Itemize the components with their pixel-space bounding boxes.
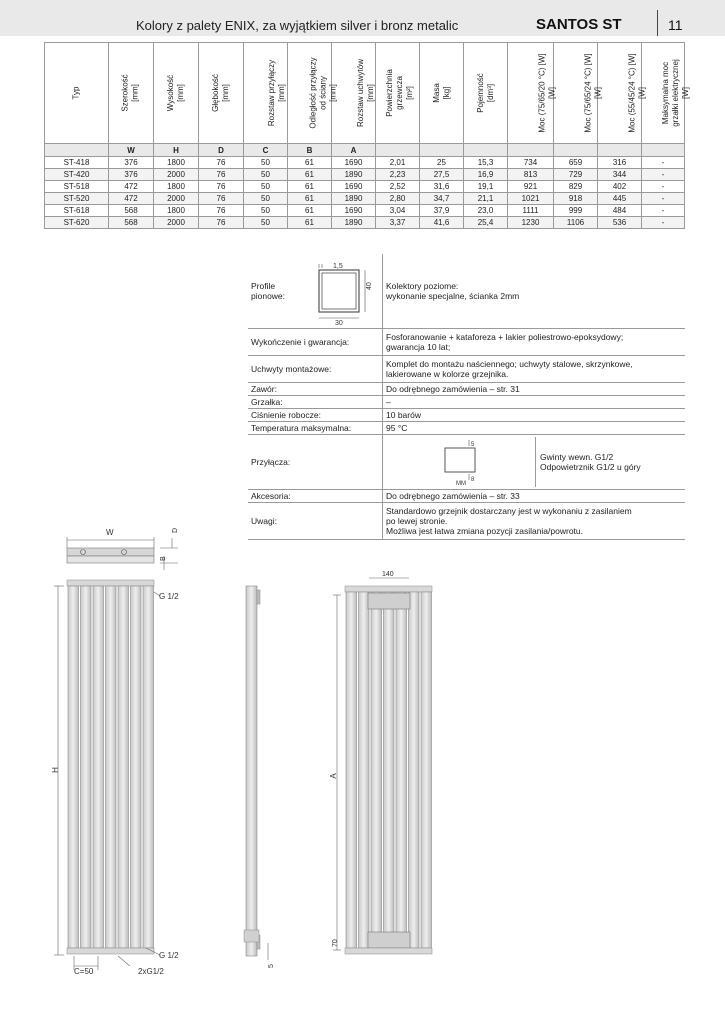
page-title: SANTOS ST: [536, 16, 622, 33]
back-tube: [346, 592, 357, 948]
back-view-drawing: [329, 571, 432, 954]
table-cell: 376: [109, 169, 154, 181]
profile-value: Kolektory poziome: wykonanie specjalne, ścianka 2mm: [386, 281, 520, 301]
spec-col-label: Rozstaw uchwytów [mm]: [356, 58, 376, 128]
spec-col-label: Odległość przyłączy od ściany [mm]: [308, 57, 338, 129]
table-cell: ST-518: [45, 181, 109, 193]
table-cell: 1890: [332, 169, 376, 181]
table-cell: 813: [508, 169, 554, 181]
table-cell: 1800: [154, 181, 199, 193]
dim-c-label: C=50: [74, 967, 94, 976]
table-cell: 25,4: [464, 217, 508, 229]
top-view-drawing: [67, 528, 179, 570]
back-tube: [409, 592, 420, 948]
table-cell: 659: [554, 157, 598, 169]
finish-label: Wykończenie i gwarancja:: [248, 329, 383, 356]
table-cell: -: [642, 169, 685, 181]
table-cell: 50: [244, 193, 288, 205]
front-tube: [81, 586, 92, 948]
spec-col-label: Wysokość [mm]: [165, 74, 185, 112]
table-cell: -: [642, 217, 685, 229]
front-tube: [106, 586, 117, 948]
profile-width-dim: 30: [335, 320, 343, 327]
table-cell: 734: [508, 157, 554, 169]
dim-70-label: 70: [332, 939, 339, 947]
table-cell: ST-618: [45, 205, 109, 217]
pressure-value: 10 barów: [383, 409, 686, 422]
dim-a-label: A: [329, 773, 338, 779]
g-bottom-label: G 1/2: [159, 951, 179, 960]
table-cell: 316: [598, 157, 642, 169]
table-cell: 16,9: [464, 169, 508, 181]
page-subtitle: Kolory z palety ENIX, za wyjątkiem silver i bronz metalic: [136, 18, 459, 33]
spec-col-label: Masa [kg]: [431, 83, 451, 103]
spec-col-label: Powierzchnia grzewcza [m²]: [384, 69, 414, 117]
table-cell: 568: [109, 205, 154, 217]
table-cell: 472: [109, 193, 154, 205]
table-cell: 1690: [332, 205, 376, 217]
front-view-drawing: [51, 580, 179, 976]
table-cell: 2,52: [376, 181, 420, 193]
table-cell: 3,04: [376, 205, 420, 217]
table-cell: 1230: [508, 217, 554, 229]
front-tube: [118, 586, 129, 948]
table-cell: 76: [199, 217, 244, 229]
profile-wall-dim: 1,5: [333, 263, 343, 270]
conn-bottom-dim: MM: [456, 481, 466, 487]
temperature-label: Temperatura maksymalna:: [248, 422, 383, 435]
dim-w-label: W: [106, 528, 114, 537]
table-cell: 31,6: [420, 181, 464, 193]
spec-col-code-4: C: [244, 144, 288, 157]
table-cell: ST-418: [45, 157, 109, 169]
table-cell: 1800: [154, 157, 199, 169]
conn-top-dim: 5: [471, 442, 475, 448]
table-cell: 61: [288, 217, 332, 229]
pressure-label: Ciśnienie robocze:: [248, 409, 383, 422]
back-tube: [384, 592, 395, 948]
heater-label: Grzałka:: [248, 396, 383, 409]
dim-side-5-label: 5: [268, 964, 275, 968]
profile-label: Profile pionowe:: [248, 254, 383, 329]
front-tube: [68, 586, 79, 948]
table-cell: 1106: [554, 217, 598, 229]
table-cell: 1800: [154, 205, 199, 217]
side-view-drawing: [244, 586, 275, 968]
table-cell: 50: [244, 205, 288, 217]
front-tube: [131, 586, 142, 948]
back-tube: [371, 592, 382, 948]
notes-value: Standardowo grzejnik dostarczany jest w wykonaniu z zasilaniem po lewej stronie. Możliwa jest łatwa zmiana pozycji zasilania/powrotu.: [383, 503, 686, 540]
table-cell: 1890: [332, 217, 376, 229]
table-cell: 2000: [154, 193, 199, 205]
spec-col-code-2: H: [154, 144, 199, 157]
g-top-label: G 1/2: [159, 592, 179, 601]
table-cell: 15,3: [464, 157, 508, 169]
table-cell: 61: [288, 205, 332, 217]
accessories-value: Do odrębnego zamówienia – str. 33: [383, 490, 686, 503]
finish-value: Fosforanowanie + kataforeza + lakier poliestrowo-epoksydowy; gwarancja 10 lat;: [383, 329, 686, 356]
table-cell: 2,01: [376, 157, 420, 169]
table-cell: 76: [199, 193, 244, 205]
table-cell: ST-420: [45, 169, 109, 181]
table-cell: -: [642, 205, 685, 217]
spec-col-label: Moc (55/45/24 °C) [W] [W]: [627, 53, 647, 133]
spec-col-code-1: W: [109, 144, 154, 157]
table-cell: ST-620: [45, 217, 109, 229]
conn-side-dim: 8: [471, 477, 475, 483]
spec-col-label: Głębokość [mm]: [210, 74, 230, 112]
table-cell: 25: [420, 157, 464, 169]
table-cell: 568: [109, 217, 154, 229]
spec-col-label: Szerokość [mm]: [120, 74, 140, 112]
table-cell: 21,1: [464, 193, 508, 205]
dim-h-label: H: [51, 767, 60, 773]
table-cell: 61: [288, 157, 332, 169]
table-cell: 2,80: [376, 193, 420, 205]
spec-col-label: Maksymalna moc grzałki elektrycznej [W]: [660, 59, 690, 127]
valve-value: Do odrębnego zamówienia – str. 31: [383, 383, 686, 396]
table-cell: 2000: [154, 169, 199, 181]
table-cell: -: [642, 157, 685, 169]
profile-height-dim: 40: [366, 282, 373, 290]
spec-col-code-3: D: [199, 144, 244, 157]
table-cell: 37,9: [420, 205, 464, 217]
table-cell: 376: [109, 157, 154, 169]
accessories-label: Akcesoria:: [248, 490, 383, 503]
valve-label: Zawór:: [248, 383, 383, 396]
table-cell: 3,37: [376, 217, 420, 229]
page-number: 11: [668, 17, 683, 33]
table-cell: 484: [598, 205, 642, 217]
heater-value: –: [383, 396, 686, 409]
back-tube: [359, 592, 370, 948]
table-cell: 50: [244, 217, 288, 229]
spec-col-label: Rozstaw przyłączy [mm]: [267, 59, 287, 127]
notes-label: Uwagi:: [248, 503, 383, 540]
table-cell: 34,7: [420, 193, 464, 205]
front-tube: [143, 586, 154, 948]
table-cell: -: [642, 181, 685, 193]
temperature-value: 95 °C: [383, 422, 686, 435]
table-cell: 918: [554, 193, 598, 205]
connections-label: Przyłącza:: [248, 435, 383, 490]
table-cell: 1021: [508, 193, 554, 205]
table-cell: 1690: [332, 157, 376, 169]
spec-col-label: Pojemność [dm³]: [475, 73, 495, 113]
table-cell: 50: [244, 181, 288, 193]
spec-col-label: Typ: [71, 86, 81, 100]
table-cell: 19,1: [464, 181, 508, 193]
table-cell: 61: [288, 181, 332, 193]
table-cell: 61: [288, 193, 332, 205]
front-tube: [93, 586, 104, 948]
table-cell: 27,5: [420, 169, 464, 181]
table-cell: 1890: [332, 193, 376, 205]
table-cell: 50: [244, 169, 288, 181]
table-cell: 76: [199, 157, 244, 169]
table-cell: 829: [554, 181, 598, 193]
table-cell: ST-520: [45, 193, 109, 205]
table-cell: 729: [554, 169, 598, 181]
spec-col-code-6: A: [332, 144, 376, 157]
table-cell: 344: [598, 169, 642, 181]
table-cell: 2000: [154, 217, 199, 229]
spec-col-label: Moc (75/65/20 °C) [W] [W]: [537, 53, 557, 133]
table-cell: 536: [598, 217, 642, 229]
table-cell: 1111: [508, 205, 554, 217]
dim-140-label: 140: [382, 571, 394, 578]
dim-b-label: B: [160, 556, 167, 561]
table-cell: 921: [508, 181, 554, 193]
table-cell: -: [642, 193, 685, 205]
table-cell: 445: [598, 193, 642, 205]
table-cell: 1690: [332, 181, 376, 193]
brackets-label: Uchwyty montażowe:: [248, 356, 383, 383]
table-cell: 76: [199, 169, 244, 181]
dim-d-label: D: [172, 527, 179, 533]
back-tube: [421, 592, 432, 948]
spec-col-label: Moc (75/65/24 °C) [W] [W]: [583, 53, 603, 133]
table-cell: 61: [288, 169, 332, 181]
connections-value: Gwinty wewn. G1/2 Odpowietrznik G1/2 u góry: [540, 452, 641, 472]
table-cell: 472: [109, 181, 154, 193]
table-cell: 23,0: [464, 205, 508, 217]
table-cell: 999: [554, 205, 598, 217]
table-cell: 50: [244, 157, 288, 169]
table-cell: 2,23: [376, 169, 420, 181]
conn-label: 2xG1/2: [138, 967, 164, 976]
brackets-value: Komplet do montażu naściennego; uchwyty stalowe, skrzynkowe, lakierowane w kolorze grzejnika.: [383, 356, 686, 383]
table-cell: 402: [598, 181, 642, 193]
spec-col-code-5: B: [288, 144, 332, 157]
table-cell: 41,6: [420, 217, 464, 229]
table-cell: 76: [199, 181, 244, 193]
table-cell: 76: [199, 205, 244, 217]
back-tube: [396, 592, 407, 948]
